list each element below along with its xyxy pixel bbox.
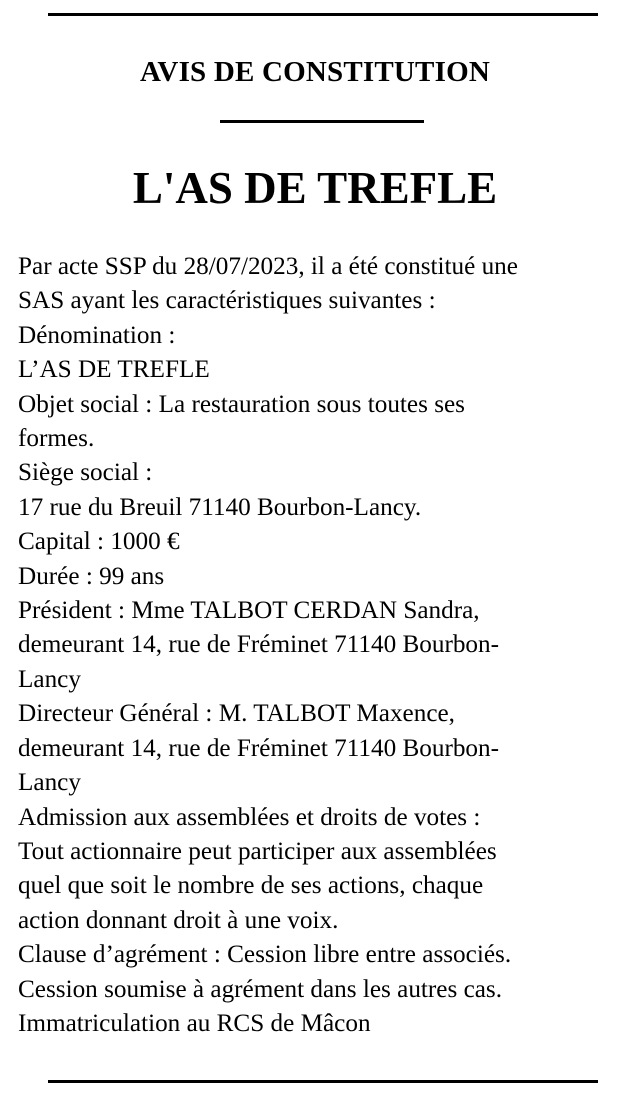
body-line: Durée : 99 ans	[18, 562, 165, 590]
body-line: Clause d’agrément : Cession libre entre associés.	[18, 941, 512, 969]
body-line: L’AS DE TREFLE	[18, 356, 210, 384]
body-line: Tout actionnaire peut participer aux assemblées	[18, 837, 497, 865]
body-line: Objet social : La restauration sous toutes ses	[18, 390, 465, 418]
body-line: Lancy	[18, 769, 81, 797]
bottom-divider	[48, 1080, 598, 1083]
body-line: Dénomination :	[18, 321, 176, 349]
body-line: demeurant 14, rue de Fréminet 71140 Bourbon-	[18, 734, 500, 762]
body-line: Cession soumise à agrément dans les autres cas.	[18, 975, 503, 1003]
company-name: L'AS DE TREFLE	[132, 163, 498, 213]
body-line: demeurant 14, rue de Fréminet 71140 Bourbon-	[18, 631, 500, 659]
body-line: 17 rue du Breuil 71140 Bourbon-Lancy.	[18, 493, 422, 521]
heading-underline	[220, 120, 424, 123]
body-line: Immatriculation au RCS de Mâcon	[18, 1009, 371, 1037]
notice-heading: AVIS DE CONSTITUTION	[140, 56, 490, 88]
top-divider	[48, 13, 598, 16]
body-line: Capital : 1000 €	[18, 528, 180, 556]
body-line: Lancy	[18, 665, 81, 693]
body-line: Siège social :	[18, 459, 153, 487]
body-line: quel que soit le nombre de ses actions, chaque	[18, 872, 484, 900]
notice-body	[18, 250, 618, 1041]
body-line: Président : Mme TALBOT CERDAN Sandra,	[18, 597, 480, 625]
body-line: action donnant droit à une voix.	[18, 906, 339, 934]
body-line: Par acte SSP du 28/07/2023, il a été constitué une	[18, 253, 518, 280]
body-line: SAS ayant les caractéristiques suivantes :	[18, 287, 436, 315]
body-line: Admission aux assemblées et droits de votes :	[18, 803, 481, 831]
body-line: Directeur Général : M. TALBOT Maxence,	[18, 700, 455, 728]
body-line: formes.	[18, 425, 95, 453]
